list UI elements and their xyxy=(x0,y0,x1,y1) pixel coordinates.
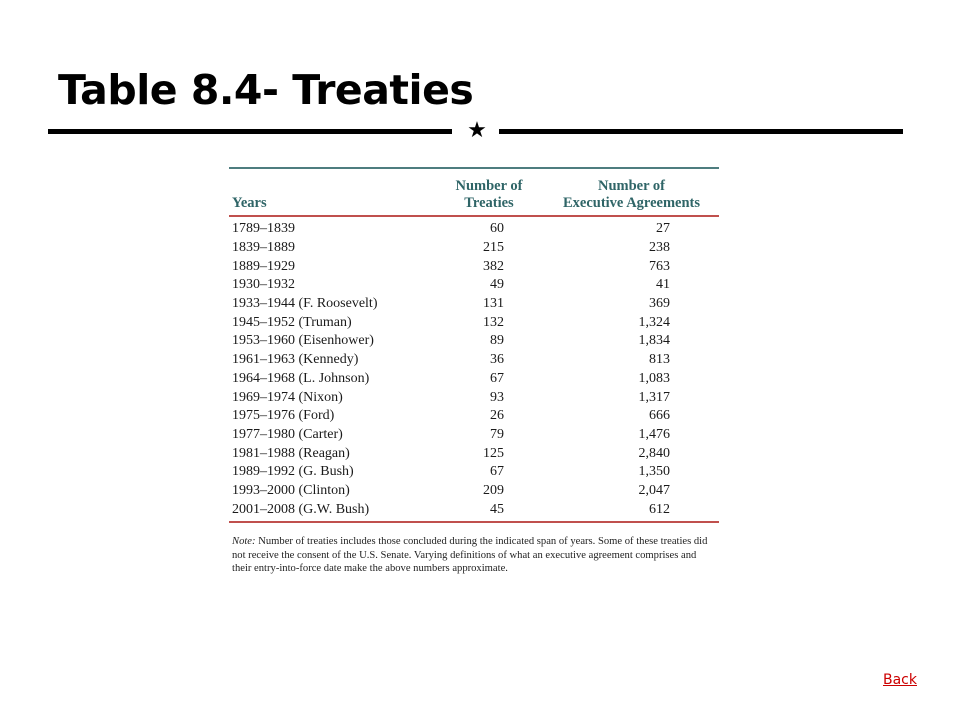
cell-years: 1993–2000 (Clinton) xyxy=(232,482,350,498)
cell-treaties: 132 xyxy=(483,314,504,330)
cell-executive-agreements: 612 xyxy=(649,501,670,517)
table-row xyxy=(229,351,719,370)
cell-years: 1930–1932 xyxy=(232,277,295,293)
cell-executive-agreements: 2,840 xyxy=(638,445,670,461)
cell-years: 2001–2008 (G.W. Bush) xyxy=(232,501,370,517)
cell-treaties: 60 xyxy=(490,221,504,237)
cell-executive-agreements: 1,324 xyxy=(638,314,670,330)
cell-treaties: 36 xyxy=(490,352,504,368)
cell-years: 1989–1992 (G. Bush) xyxy=(232,464,354,480)
column-header-executive-agreements: Number of Executive Agreements xyxy=(562,178,701,211)
cell-treaties: 45 xyxy=(490,501,504,517)
cell-executive-agreements: 27 xyxy=(656,221,670,237)
cell-treaties: 209 xyxy=(483,482,504,498)
table-row xyxy=(229,388,719,407)
divider-line-right xyxy=(499,129,903,134)
table-row xyxy=(229,444,719,463)
table-row xyxy=(229,295,719,314)
table-row xyxy=(229,482,719,501)
table-row xyxy=(229,463,719,482)
cell-executive-agreements: 666 xyxy=(649,408,670,424)
cell-treaties: 26 xyxy=(490,408,504,424)
cell-years: 1839–1889 xyxy=(232,240,295,256)
back-link[interactable]: Back xyxy=(883,672,917,688)
table-row xyxy=(229,407,719,426)
cell-executive-agreements: 1,834 xyxy=(638,333,670,349)
cell-executive-agreements: 1,317 xyxy=(638,389,670,405)
table-bottom-rule xyxy=(229,521,719,523)
cell-treaties: 79 xyxy=(490,426,504,442)
cell-executive-agreements: 1,350 xyxy=(638,464,670,480)
table-body xyxy=(229,216,719,521)
column-header-treaties: Number of Treaties xyxy=(455,178,523,211)
table-row xyxy=(229,500,719,521)
cell-years: 1964–1968 (L. Johnson) xyxy=(232,370,370,386)
slide-title: Table 8.4- Treaties xyxy=(58,66,474,114)
cell-years: 1789–1839 xyxy=(232,221,295,237)
cell-years: 1969–1974 (Nixon) xyxy=(232,389,343,405)
cell-years: 1981–1988 (Reagan) xyxy=(232,445,350,461)
cell-treaties: 89 xyxy=(490,333,504,349)
cell-executive-agreements: 1,476 xyxy=(638,426,670,442)
cell-years: 1889–1929 xyxy=(232,258,295,274)
cell-executive-agreements: 41 xyxy=(656,277,670,293)
table-row xyxy=(229,313,719,332)
cell-treaties: 215 xyxy=(483,240,504,256)
note-label: Note: xyxy=(232,536,256,547)
cell-executive-agreements: 238 xyxy=(649,240,670,256)
table-row xyxy=(229,257,719,276)
cell-treaties: 67 xyxy=(490,464,504,480)
cell-executive-agreements: 763 xyxy=(649,258,670,274)
divider-line-left xyxy=(48,129,452,134)
cell-years: 1975–1976 (Ford) xyxy=(232,408,335,424)
cell-treaties: 49 xyxy=(490,277,504,293)
cell-years: 1977–1980 (Carter) xyxy=(232,426,343,442)
cell-treaties: 382 xyxy=(483,258,504,274)
cell-executive-agreements: 813 xyxy=(649,352,670,368)
cell-treaties: 125 xyxy=(483,445,504,461)
cell-treaties: 93 xyxy=(490,389,504,405)
cell-years: 1953–1960 (Eisenhower) xyxy=(232,333,374,349)
table-row xyxy=(229,332,719,351)
cell-treaties: 131 xyxy=(483,296,504,312)
treaties-table xyxy=(229,169,719,521)
table-note xyxy=(232,535,714,576)
cell-treaties: 67 xyxy=(490,370,504,386)
cell-years: 1933–1944 (F. Roosevelt) xyxy=(232,296,378,312)
table-row xyxy=(229,370,719,389)
table-header-row xyxy=(229,169,719,216)
cell-executive-agreements: 2,047 xyxy=(638,482,670,498)
treaties-table-figure xyxy=(229,167,719,576)
cell-executive-agreements: 1,083 xyxy=(638,370,670,386)
table-row xyxy=(229,426,719,445)
table-row xyxy=(229,239,719,258)
cell-executive-agreements: 369 xyxy=(649,296,670,312)
table-row xyxy=(229,216,719,239)
note-text: Number of treaties includes those concluded during the indicated span of years. Some of these treaties did not receive the consent of the U.S. Senate. Varying definitions of what an executive agreement comprises and their entry-into-force date make the above numbers approximate. xyxy=(232,536,708,574)
cell-years: 1945–1952 (Truman) xyxy=(232,314,352,330)
column-header-years: Years xyxy=(232,195,267,211)
star-icon: ★ xyxy=(467,118,487,143)
table-row xyxy=(229,276,719,295)
cell-years: 1961–1963 (Kennedy) xyxy=(232,352,359,368)
